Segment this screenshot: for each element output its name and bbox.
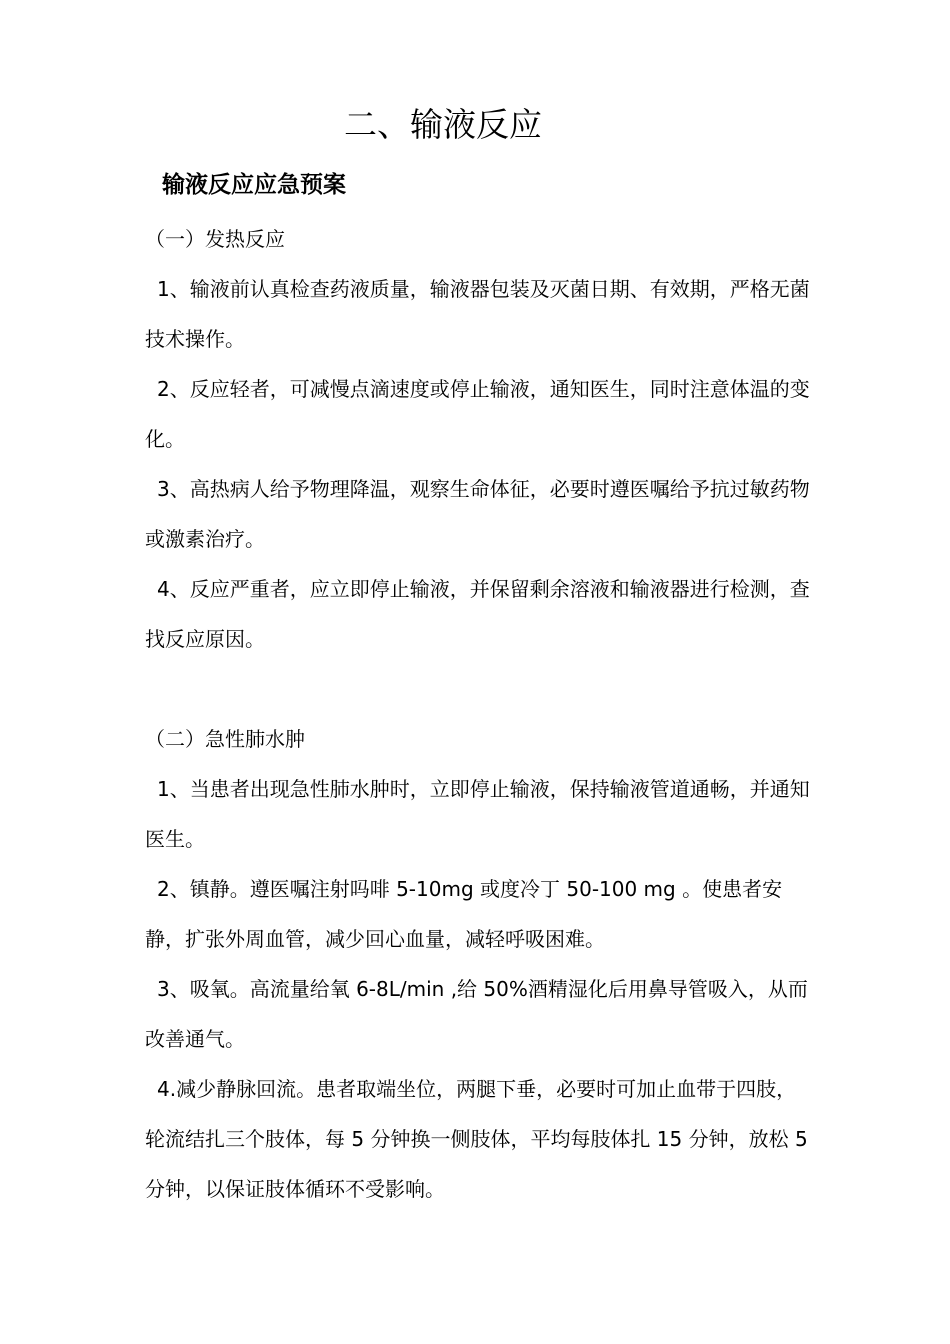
list-item: 1、当患者出现急性肺水肿时，立即停止输液，保持输液管道通畅，并通知医生。 xyxy=(145,777,810,851)
list-item: 4.减少静脉回流。患者取端坐位，两腿下垂，必要时可加止血带于四肢，轮流结扎三个肢体，每 5 分钟换一侧肢体，平均每肢体扎 15 分钟，放松 5 分钟，以保证肢体循环不受影响。 xyxy=(145,1077,808,1201)
list-item: 2、镇静。遵医嘱注射吗啡 5-10mg 或度冷丁 50-100 mg 。使患者安静，扩张外周血管，减少回心血量，减轻呼吸困难。 xyxy=(145,877,783,951)
list-item: 3、高热病人给予物理降温，观察生命体征，必要时遵医嘱给予抗过敏药物或激素治疗。 xyxy=(145,477,810,551)
section-spacer xyxy=(145,664,813,714)
list-item: 2、反应轻者，可减慢点滴速度或停止输液，通知医生，同时注意体温的变化。 xyxy=(145,377,810,451)
list-item: 3、吸氧。高流量给氧 6-8L/min ,给 50%酒精湿化后用鼻导管吸入，从而改善通气。 xyxy=(145,977,808,1051)
document-heading: 输液反应应急预案 xyxy=(162,172,346,198)
section-title-pulmonary-edema: （二）急性肺水肿 xyxy=(145,727,305,751)
chapter-title: 二、输液反应 xyxy=(344,105,542,144)
section-title-fever: （一）发热反应 xyxy=(145,227,285,251)
list-item: 4、反应严重者，应立即停止输液，并保留剩余溶液和输液器进行检测，查找反应原因。 xyxy=(145,577,810,651)
document-body xyxy=(145,214,813,1214)
list-item: 1、输液前认真检查药液质量，输液器包装及灭菌日期、有效期，严格无菌技术操作。 xyxy=(145,277,810,351)
